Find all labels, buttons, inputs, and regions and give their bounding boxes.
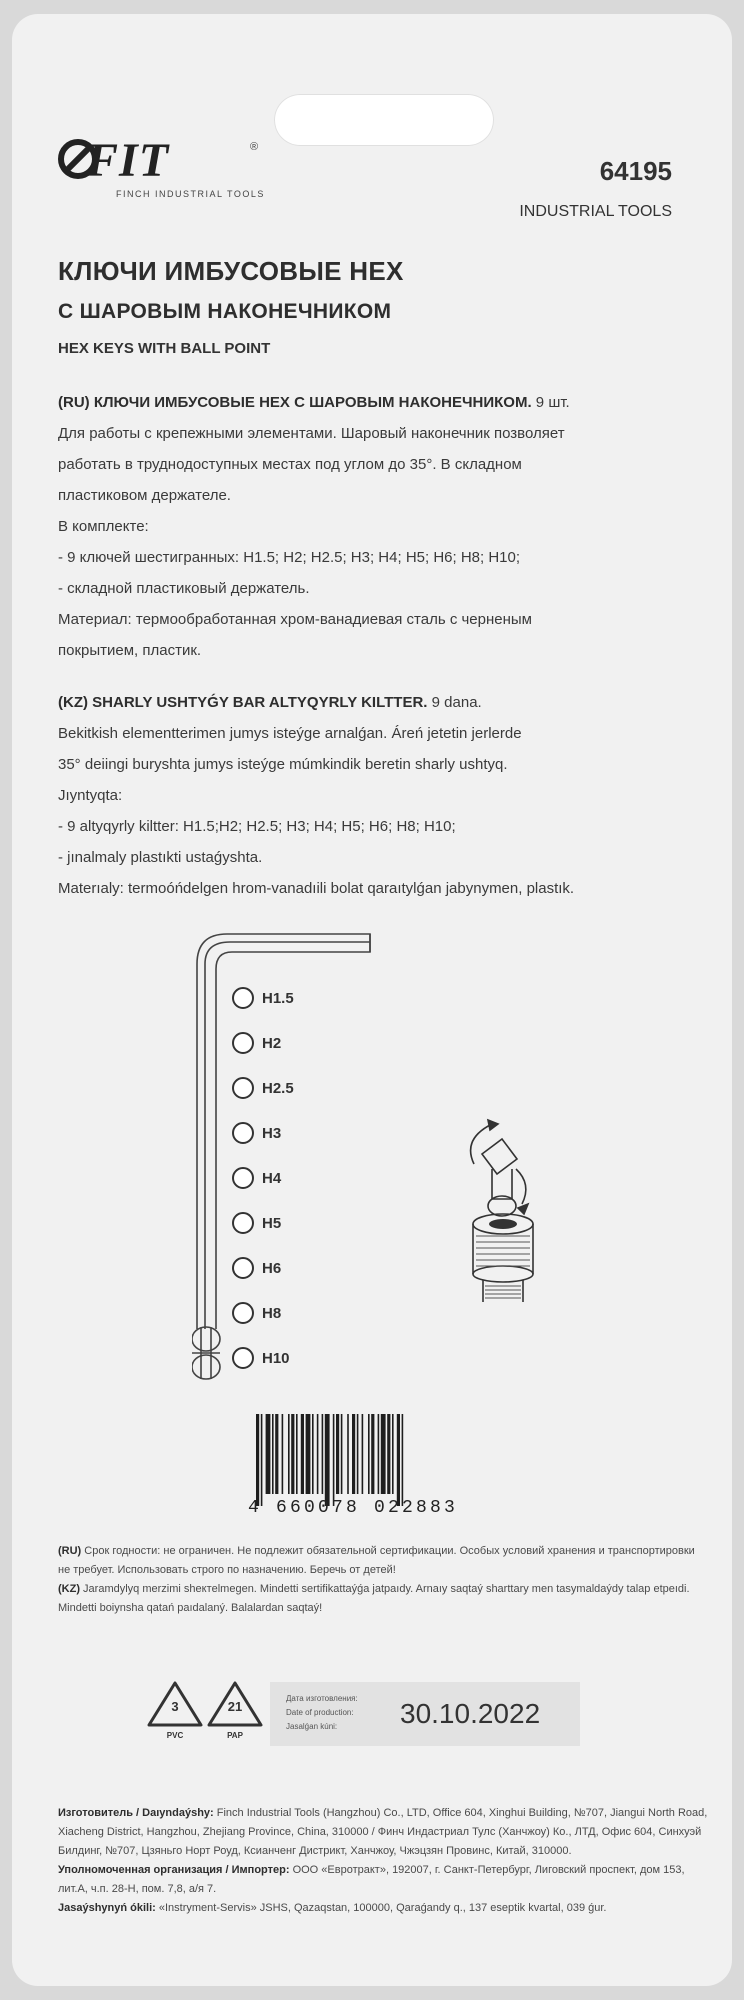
hex-size-circle-icon — [232, 1122, 254, 1144]
production-label-kz: Jasalǵan kúni: — [286, 1722, 338, 1731]
legal-kz-text: Jaramdylyq merzimi sheктelmegen. Mindetti sertifikattaýǵa jatpaıdy. Arnaıy saqtaý sharttary men tasymaldaýdy talap etpeıdi. Mindetti boiynsha qatań paıdalaný. Balalardan saqtaý! — [58, 1583, 690, 1614]
size-row — [232, 983, 294, 1013]
ru-line: Для работы с крепежными элементами. Шаровый наконечник позволяет — [58, 425, 565, 442]
size-label: H6 — [262, 1259, 282, 1277]
barcode-bar — [402, 1414, 404, 1506]
kz-heading: (KZ) SHARLY USHTYǴY BAR ALTYQYRLY KILTTER. — [58, 694, 428, 711]
barcode-bar — [261, 1414, 263, 1506]
barcode-bar — [387, 1414, 390, 1494]
barcode-bar — [306, 1414, 311, 1494]
brand-logo — [58, 134, 308, 219]
ru-line: покрытием, пластик. — [58, 642, 202, 659]
hex-size-circle-icon — [232, 1347, 254, 1369]
size-label: H10 — [262, 1349, 290, 1367]
kz-line: 35° deiingi buryshta jumys isteýge múmkindik beretin sharly ushtyq. — [58, 756, 508, 773]
size-label: H4 — [262, 1169, 282, 1187]
legal-kz — [58, 1580, 708, 1618]
article-number: 64195 — [599, 156, 672, 186]
maker-info — [58, 1804, 708, 1861]
logo-text: FIT — [86, 134, 170, 187]
size-row — [232, 1028, 281, 1058]
kz-line: - 9 altyqyrly kiltter: H1.5;H2; H2.5; H3; H4; H5; H6; H8; H10; — [58, 818, 456, 835]
size-row — [232, 1073, 294, 1103]
barcode-digits: 4 660078 022883 — [248, 1498, 459, 1518]
production-date: 30.10.2022 — [400, 1698, 541, 1729]
barcode-bar — [301, 1414, 304, 1494]
barcode-bar — [275, 1414, 278, 1494]
barcode-bar — [272, 1414, 274, 1494]
production-label-ru: Дата изготовления: — [286, 1694, 358, 1703]
hex-size-circle-icon — [232, 1257, 254, 1279]
recycle-number: 3 — [171, 1699, 179, 1714]
maker-text: Finch Industrial Tools (Hangzhou) Co., LTD, Office 604, Xinghui Building, №707, Jiangui North Road, Xiacheng District, Hangzhou, Zhejiang Province, China, 310000 / Финч Индастриал Тулс (Ханчжоу) Ко., ЛТД, Офис 604, Синхуэй Билдинг, №707, Цзяньго Норт Роуд, Ксианченг Дистрикт, Ханчжоу, Чжэцзян Провинс, Китай, 310000. — [58, 1807, 708, 1857]
importer-info — [58, 1861, 708, 1899]
size-row — [232, 1343, 290, 1373]
recycle-label: PAP — [227, 1731, 243, 1740]
barcode-bar — [288, 1414, 290, 1494]
kz-representative — [58, 1899, 708, 1918]
title-ru-line2: С ШАРОВЫМ НАКОНЕЧНИКОМ — [58, 300, 392, 323]
hex-size-circle-icon — [232, 1077, 254, 1099]
importer-text: ООО «Евротракт», 192007, г. Санкт-Петербург, Лиговский проспект, дом 153, лит.А, ч.п. 28-Н, пом. 7,8, а/я 7. — [58, 1864, 685, 1895]
barcode-bar — [336, 1414, 339, 1494]
barcode-bar — [341, 1414, 343, 1494]
barcode-bar — [322, 1414, 324, 1494]
maker-label: Изготовитель / Daıyndaýshy: — [58, 1807, 214, 1819]
barcode-bar — [317, 1414, 319, 1494]
hex-size-circle-icon — [232, 1167, 254, 1189]
barcode-bar — [371, 1414, 374, 1494]
importer-label: Уполномоченная организация / Импортер: — [58, 1864, 290, 1876]
registered-mark: ® — [250, 141, 259, 153]
ru-line: Материал: термообработанная хром-ванадиевая сталь с черненым — [58, 611, 532, 628]
size-row — [232, 1163, 281, 1193]
barcode-bar — [347, 1414, 349, 1494]
size-label: H8 — [262, 1304, 282, 1322]
barcode-bar — [378, 1414, 380, 1494]
barcode-bar — [392, 1414, 394, 1494]
ru-description — [58, 387, 698, 666]
kz-line: - jınalmaly plastıkti ustaǵyshta. — [58, 849, 263, 866]
kz-rep-label: Jasaýshynyń ókili: — [58, 1902, 156, 1914]
size-row — [232, 1298, 281, 1328]
barcode-bar — [381, 1414, 386, 1494]
packaging-card — [12, 14, 732, 1986]
hex-key-diagram — [192, 924, 722, 1404]
kz-line: Materıaly: termoóńdelgen hrom-vanadıili bolat qaraıtylǵan jabynymen, plastık. — [58, 880, 575, 897]
barcode-bar — [368, 1414, 370, 1494]
legal-ru-label: (RU) — [58, 1545, 82, 1557]
barcode-bar — [325, 1414, 330, 1506]
size-label: H1.5 — [262, 989, 294, 1007]
legal-ru-text: Срок годности: не ограничен. Не подлежит обязательной сертификации. Особых условий хранения и транспортировки не требует. Использовать строго по назначению. Беречь от детей! — [58, 1545, 695, 1576]
barcode-bar — [291, 1414, 294, 1494]
legal-ru — [58, 1542, 708, 1580]
hex-size-circle-icon — [232, 1302, 254, 1324]
ru-heading: (RU) КЛЮЧИ ИМБУСОВЫЕ HEX С ШАРОВЫМ НАКОНЕЧНИКОМ. — [58, 394, 532, 411]
kz-line: Bekitkish elementterimen jumys isteýge arnalǵan. Áreń jetetin jerlerde — [58, 725, 522, 742]
ru-line: - 9 ключей шестигранных: H1.5; H2; H2.5; H3; H4; H5; H6; H8; H10; — [58, 549, 521, 566]
ru-line: - складной пластиковый держатель. — [58, 580, 310, 597]
hex-size-circle-icon — [232, 1212, 254, 1234]
size-label: H3 — [262, 1124, 282, 1142]
legal-notes — [58, 1542, 708, 1618]
title-en: HEX KEYS WITH BALL POINT — [58, 340, 271, 357]
title-ru-line1: КЛЮЧИ ИМБУСОВЫЕ HEX — [58, 256, 404, 286]
size-label: H2.5 — [262, 1079, 294, 1097]
size-label: H5 — [262, 1214, 282, 1232]
production-label-en: Date of production: — [286, 1708, 354, 1717]
hex-size-circle-icon — [232, 987, 254, 1009]
barcode-bar — [282, 1414, 284, 1494]
logo-subtitle: FINCH INDUSTRIAL TOOLS — [116, 189, 265, 199]
barcode-bar — [333, 1414, 335, 1506]
hex-size-circle-icon — [232, 1032, 254, 1054]
size-row — [232, 1253, 281, 1283]
recycle-number: 21 — [227, 1699, 243, 1714]
kz-heading-tail: 9 dana. — [427, 694, 482, 711]
barcode-bar — [397, 1414, 400, 1506]
kz-rep-text: «Instryment-Servis» JSHS, Qazaqstan, 100000, Qaraǵandy q., 137 eseptik kvartal, 039 ǵur. — [155, 1902, 607, 1914]
legal-kz-label: (KZ) — [58, 1583, 80, 1595]
barcode-bar — [357, 1414, 359, 1494]
barcode-bar — [266, 1414, 271, 1494]
barcode-bar — [312, 1414, 314, 1494]
ru-line: работать в труднодоступных местах под углом до 35°. В складном — [58, 456, 522, 473]
barcode-bar — [296, 1414, 298, 1494]
kz-heading-line — [58, 687, 698, 718]
ru-heading-tail: 9 шт. — [531, 394, 570, 411]
article-category: INDUSTRIAL TOOLS — [519, 203, 672, 220]
kz-description — [58, 687, 698, 904]
size-row — [232, 1208, 281, 1238]
recycle-label: PVC — [166, 1731, 184, 1740]
ru-line: пластиковом держателе. — [58, 487, 231, 504]
production-date-box — [270, 1682, 580, 1746]
size-label: H2 — [262, 1034, 282, 1052]
size-row — [232, 1118, 281, 1148]
recycle-pvc — [145, 1679, 205, 1749]
barcode-bar — [256, 1414, 259, 1506]
kz-line: Jıyntyqta: — [58, 787, 123, 804]
recycle-pap — [205, 1679, 265, 1749]
ru-line: В комплекте: — [58, 518, 149, 535]
barcode-bar — [362, 1414, 364, 1494]
barcode-bar — [352, 1414, 355, 1494]
ru-heading-line — [58, 387, 698, 418]
manufacturer-info — [58, 1804, 708, 1918]
